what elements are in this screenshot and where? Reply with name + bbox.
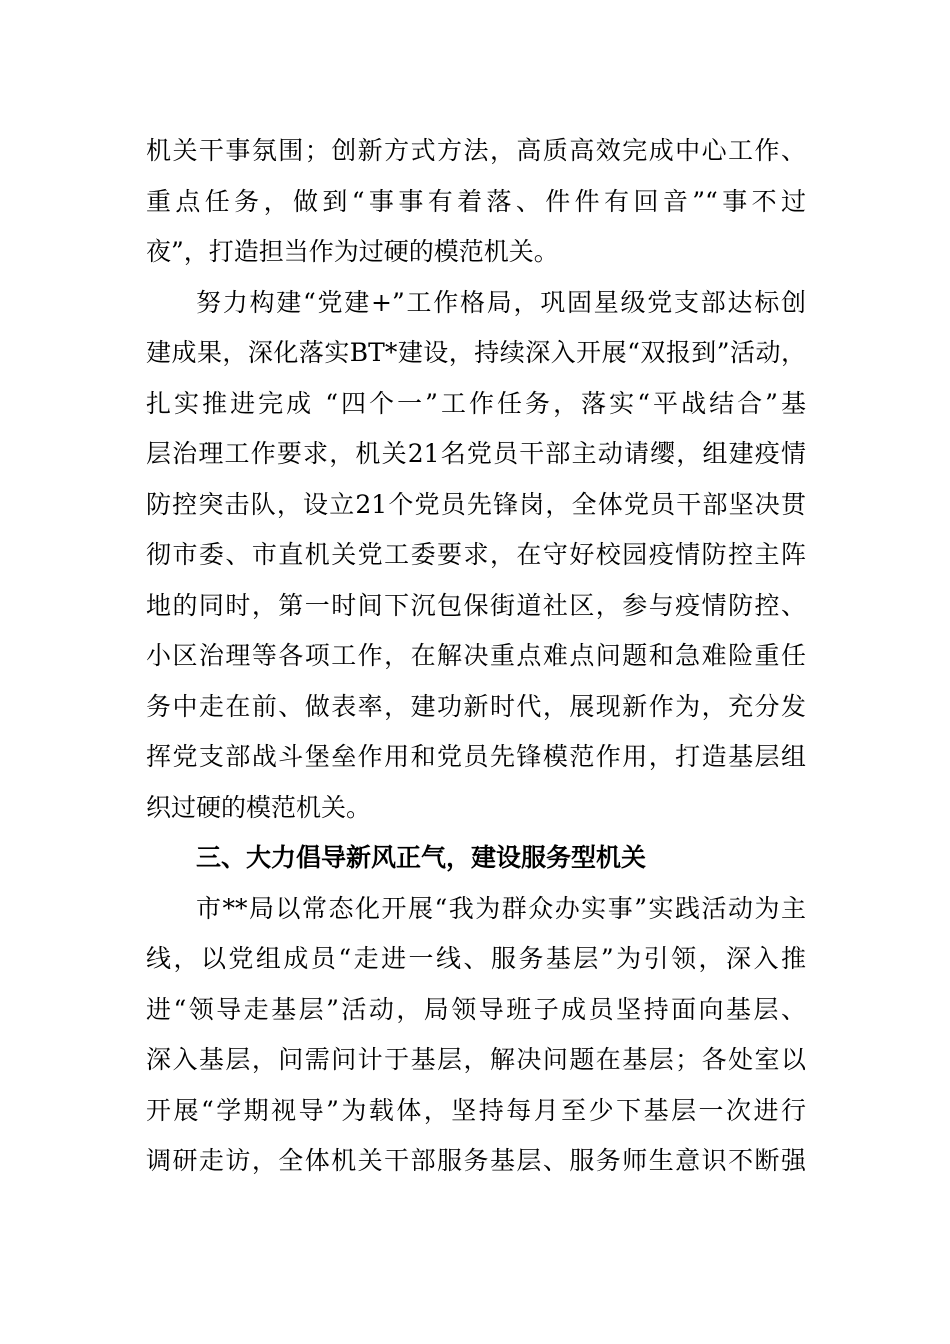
- text-line: 调研走访，全体机关干部服务基层、服务师生意识不断强: [146, 1146, 806, 1175]
- text-line: 深入基层，问需问计于基层，解决问题在基层；各处室以: [146, 1045, 806, 1074]
- text-line: 机关干事氛围；创新方式方法，高质高效完成中心工作、: [146, 136, 806, 165]
- text-line: 重点任务，做到“事事有着落、件件有回音”“事不过: [146, 186, 806, 216]
- text-line: 务中走在前、做表率，建功新时代，展现新作为，充分发: [146, 691, 806, 721]
- text-line: 建成果，深化落实BT*建设，持续深入开展“双报到”活动，: [146, 338, 806, 367]
- text-line: 线，以党组成员“走进一线、服务基层”为引领，深入推: [146, 944, 806, 973]
- text-line: 彻市委、市直机关党工委要求，在守好校园疫情防控主阵: [146, 540, 806, 569]
- text-line: 防控突击队，设立21个党员先锋岗，全体党员干部坚决贯: [146, 489, 806, 519]
- text-line: 地的同时，第一时间下沉包保街道社区，参与疫情防控、: [146, 590, 806, 620]
- section-heading: 三、大力倡导新风正气，建设服务型机关: [196, 843, 647, 872]
- paragraph-2: [146, 278, 806, 834]
- text-line: 小区治理等各项工作，在解决重点难点问题和急难险重任: [146, 641, 806, 670]
- text-line: 夜”，打造担当作为过硬的模范机关。: [146, 237, 559, 266]
- text-line: 开展“学期视导”为载体，坚持每月至少下基层一次进行: [146, 1095, 806, 1125]
- text-line: 扎实推进完成 “四个一”工作任务，落实“平战结合”基: [146, 388, 806, 418]
- paragraph-3: [146, 884, 806, 1187]
- paragraph-1: [146, 126, 806, 278]
- document-body: [146, 126, 806, 1187]
- text-line: 挥党支部战斗堡垒作用和党员先锋模范作用，打造基层组: [146, 742, 806, 771]
- text-line: 织过硬的模范机关。: [146, 792, 372, 822]
- text-line: 层治理工作要求，机关21名党员干部主动请缨，组建疫情: [146, 439, 806, 468]
- text-line: 市**局以常态化开展“我为群众办实事”实践活动为主: [196, 893, 806, 923]
- text-line: 进“领导走基层”活动，局领导班子成员坚持面向基层、: [146, 994, 806, 1024]
- text-line: 努力构建“党建+”工作格局，巩固星级党支部达标创: [196, 287, 806, 317]
